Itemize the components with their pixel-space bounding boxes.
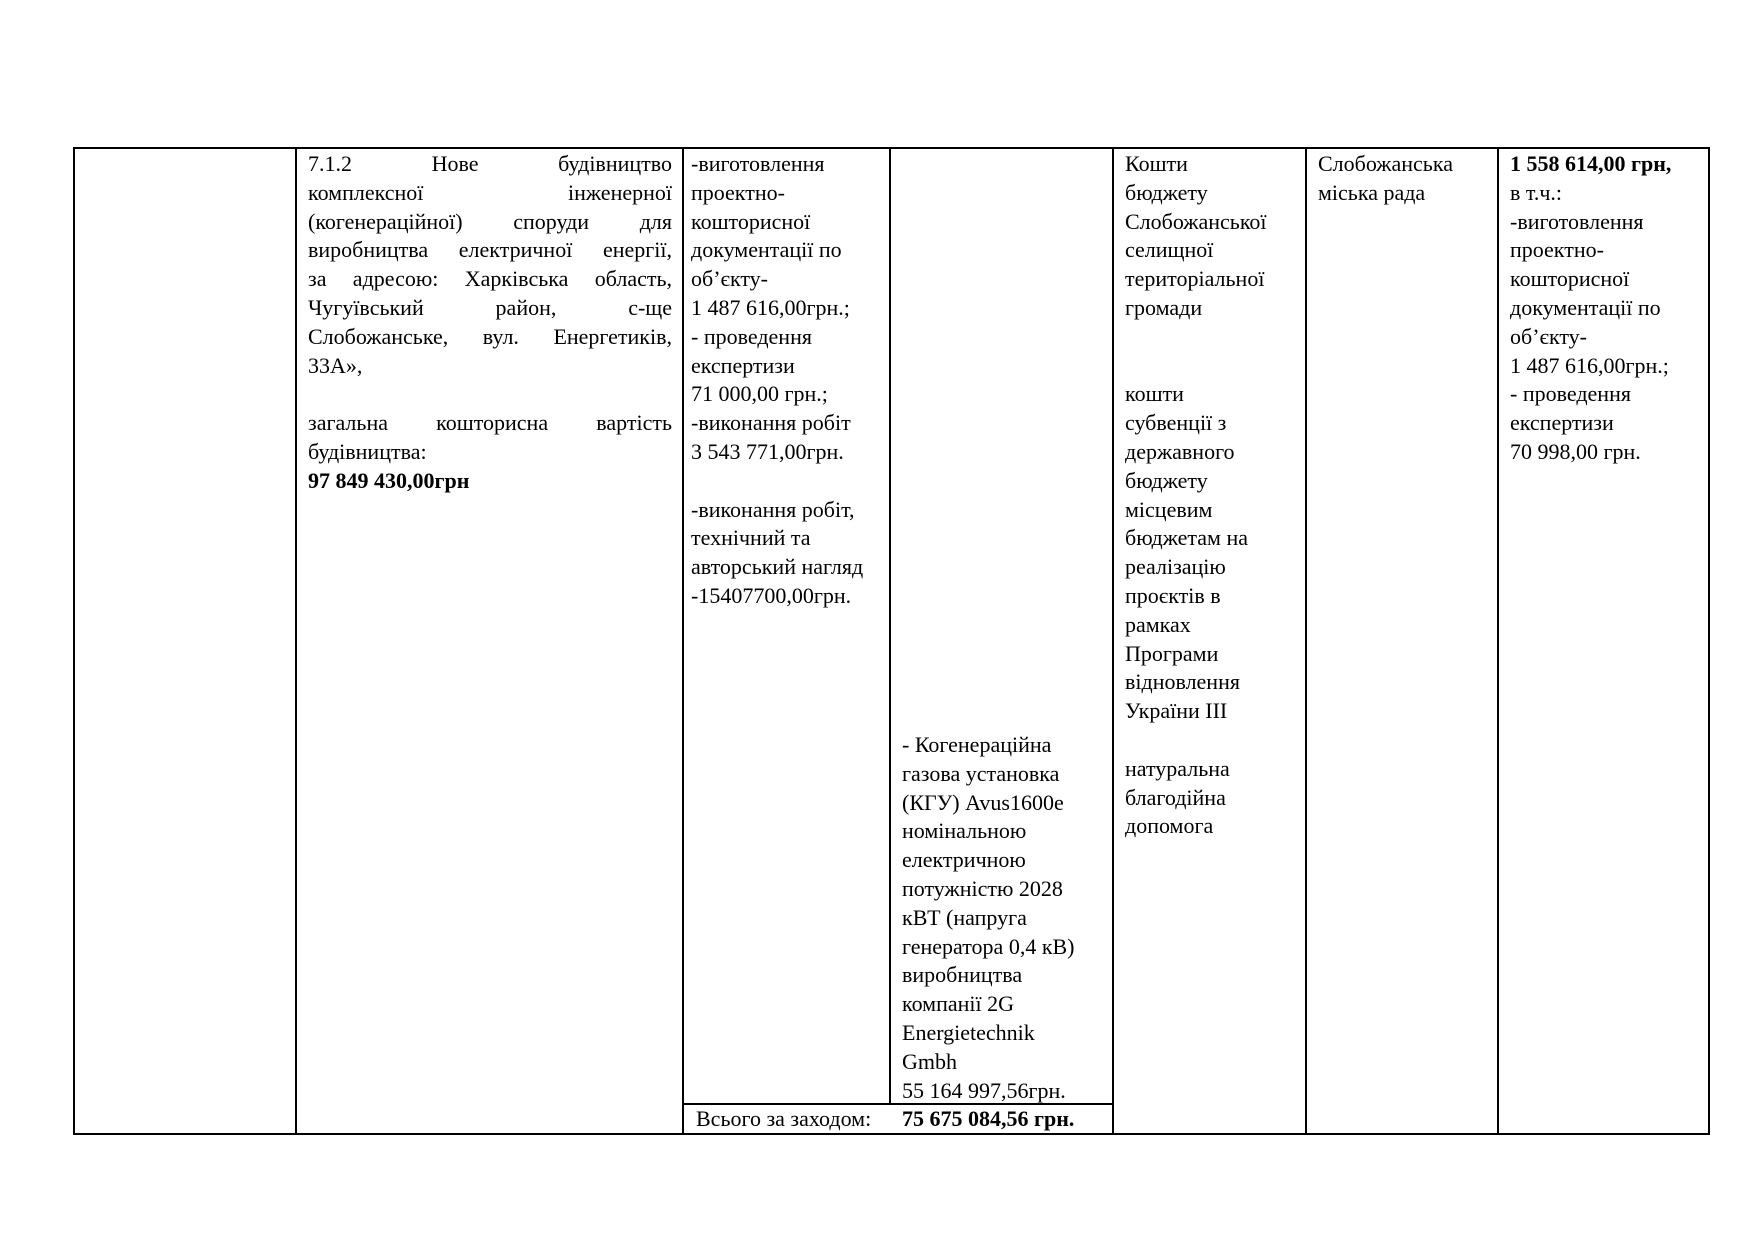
funding-line: субвенції з [1125,410,1227,436]
equipment-line: 55 164 997,56грн. [902,1077,1066,1103]
equipment-line: газова установка [902,760,1060,786]
equipment-line: компанії 2G [902,991,1014,1017]
column-divider [295,147,297,1135]
works-line: документації по [691,237,842,263]
funding-line: благодійна [1125,784,1226,810]
funding-line: бюджету [1125,467,1208,493]
funding-amount-line: - проведення [1510,381,1631,407]
equipment-line: (КГУ) Avus1600e [902,789,1064,815]
funding-line: натуральна [1125,755,1230,781]
works-line: -15407700,00грн. [691,582,852,608]
works-line: -виконання робіт [691,410,851,436]
works-line: 1 487 616,00грн.; [691,294,850,320]
works-list-cell [691,150,887,611]
project-description-line: (когенераційної) споруди для [308,208,672,234]
funding-line: бюджетам на [1125,525,1248,551]
funding-amount-line: 1 487 616,00грн.; [1510,352,1669,378]
funding-amount-line: експертизи [1510,410,1614,436]
equipment-line: кВТ (напруга [902,904,1027,930]
funding-line: Кошти [1125,151,1188,176]
funding-amount-line: 70 998,00 грн. [1510,438,1641,464]
funding-line: рамках [1125,611,1191,637]
works-line: експертизи [691,352,795,378]
table-right-border [1708,147,1710,1135]
funding-line: бюджету [1125,179,1208,205]
funding-line: відновлення [1125,669,1240,695]
equipment-line: генератора 0,4 кВ) [902,933,1075,959]
funding-amount-line: документації по [1510,294,1661,320]
funding-amount-line: кошторисної [1510,266,1630,292]
total-row-label: Всього за заходом: [696,1106,872,1131]
table-bottom-border [73,1133,1710,1135]
funding-amount-line: в т.ч.: [1510,179,1563,205]
executor-cell [1318,150,1494,208]
estimate-label-line: загальна кошторисна вартість [308,410,672,436]
funding-line: громади [1125,294,1203,320]
funding-line: Слобожанської [1125,208,1267,234]
funding-line: селищної [1125,237,1214,263]
project-description-cell [308,150,672,496]
works-line: технічний та [691,525,811,551]
project-description-line: за адресою: Харківська область, [308,266,672,292]
funding-line: реалізацію [1125,554,1226,580]
funding-line: України ІІІ [1125,698,1228,724]
funding-line: кошти [1125,381,1184,407]
funding-amount-total: 1 558 614,00 грн, [1510,151,1672,176]
estimate-total: 97 849 430,00грн [308,467,470,493]
equipment-line: номінальною [902,818,1027,844]
equipment-line: потужністю 2028 [902,875,1063,901]
funding-sources-cell [1125,150,1303,841]
column-divider [1305,147,1307,1135]
works-line: проектно- [691,179,785,205]
works-line: 3 543 771,00грн. [691,438,844,464]
column-divider [889,147,891,1105]
estimate-label-line: будівництва: [308,438,427,464]
funding-line: місцевим [1125,496,1213,522]
funding-amount-cell [1510,150,1706,467]
equipment-line: Energietechnik [902,1019,1035,1045]
executor-line: міська рада [1318,179,1426,205]
column-divider [1497,147,1499,1135]
funding-line: державного [1125,438,1235,464]
funding-line: територіальної [1125,266,1265,292]
equipment-line: виробництва [902,962,1023,988]
works-line: -виготовлення [691,151,825,176]
funding-amount-line: об’єкту- [1510,323,1588,349]
project-description-line: 7.1.2 Нове будівництво [308,151,672,176]
funding-line: Програми [1125,640,1219,666]
works-line: 71 000,00 грн.; [691,381,828,407]
total-row-value: 75 675 084,56 грн. [902,1106,1075,1131]
project-description-line: виробництва електричної енергії, [308,237,672,263]
equipment-line: Gmbh [902,1048,957,1074]
funding-amount-line: -виготовлення [1510,208,1644,234]
funding-line: допомога [1125,813,1214,839]
works-line: кошторисної [691,208,811,234]
works-line: - проведення [691,323,812,349]
project-description-line: комплексної інженерної [308,179,672,205]
equipment-line: електричною [902,847,1026,873]
project-description-line: 33А», [308,352,363,378]
table-top-border [73,147,1710,149]
funding-amount-line: проектно- [1510,237,1604,263]
project-description-line: Чугуївський район, с-ще [308,294,672,320]
works-line: об’єкту- [691,266,769,292]
executor-line: Слобожанська [1318,151,1453,176]
works-line: авторський нагляд [691,554,864,580]
column-divider [1112,147,1114,1135]
works-line: -виконання робіт, [691,496,855,522]
column-divider [682,147,684,1135]
project-description-line: Слобожанське, вул. Енергетиків, [308,323,672,349]
equipment-line: - Когенераційна [902,732,1052,757]
funding-line: проєктів в [1125,582,1221,608]
column-divider [73,147,75,1135]
equipment-cell [902,731,1110,1105]
